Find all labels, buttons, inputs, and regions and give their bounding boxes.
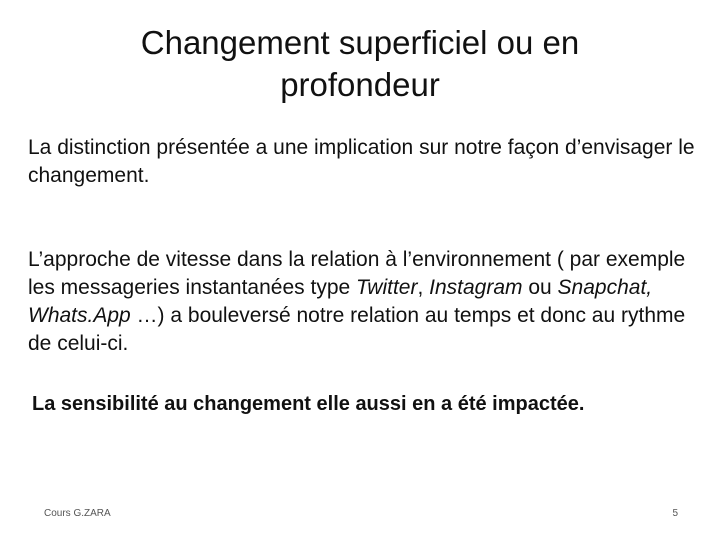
- instagram-term: Instagram: [429, 276, 523, 299]
- paragraph-vitesse-part2: …) a bouleversé notre relation au temps et donc au rythme de celui-ci.: [28, 304, 686, 355]
- paragraph-vitesse: [28, 246, 708, 358]
- separator-ou: ou: [522, 276, 558, 299]
- snapchat-whatsapp-term: Snapchat, Whats.App: [28, 276, 653, 327]
- paragraph-sensibilite: La sensibilité au changement elle aussi en a été impactée.: [32, 393, 585, 415]
- footer-course: Cours G.ZARA: [44, 508, 111, 519]
- separator-comma: ,: [417, 276, 430, 299]
- slide-number: 5: [672, 508, 678, 519]
- paragraph-vitesse-part1: L’approche de vitesse dans la relation à l’environnement ( par exemple les messageries instantanées type: [28, 248, 686, 299]
- paragraph-implication: La distinction présentée a une implication sur notre façon d’envisager le changement.: [28, 136, 695, 187]
- slide-title: Changement superficiel ou en profondeur: [140, 24, 580, 103]
- twitter-term: Twitter: [356, 276, 418, 299]
